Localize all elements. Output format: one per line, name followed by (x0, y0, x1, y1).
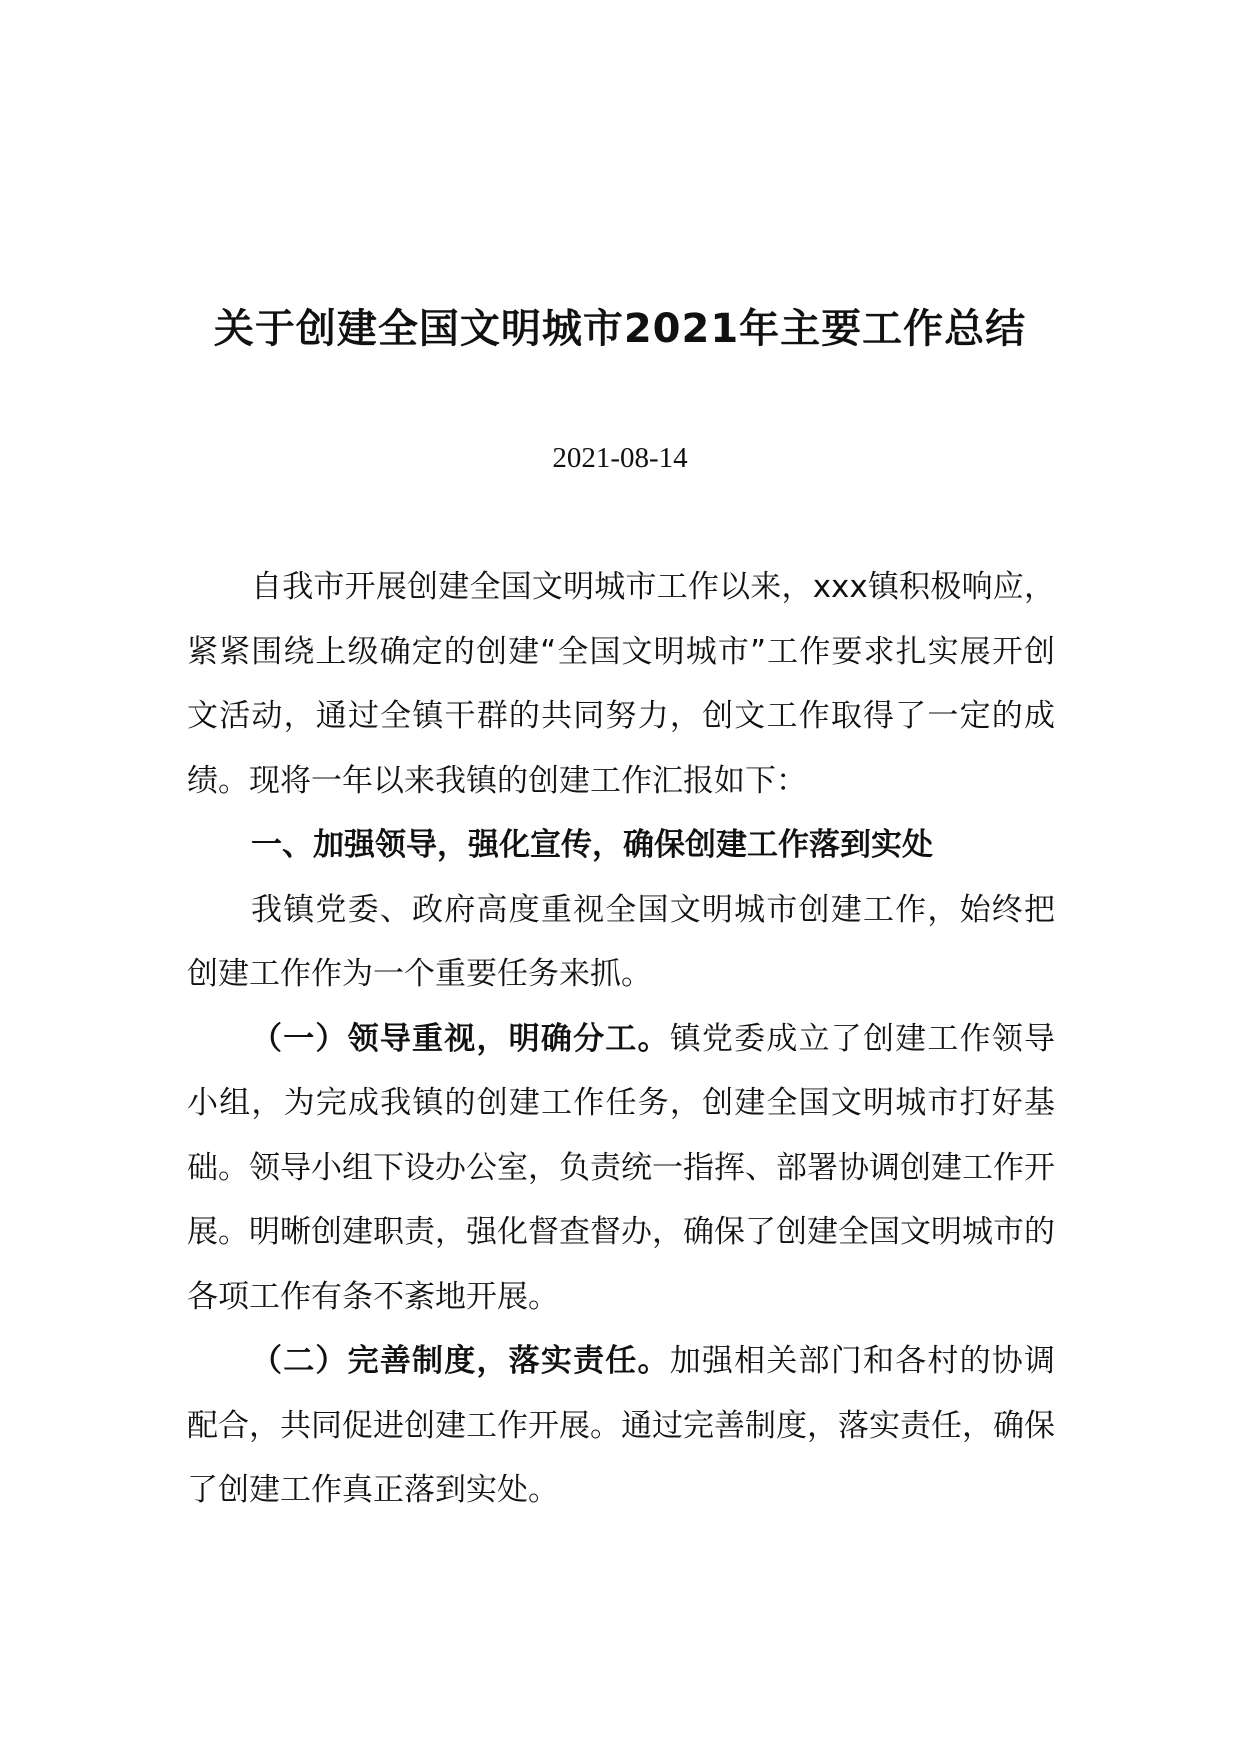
item-1-text: 镇党委成立了创建工作领导小组，为完成我镇的创建工作任务，创建全国文明城市打好基础。领导小组下设办公室，负责统一指挥、部署协调创建工作开展。明晰创建职责，强化督查督办，确保了创建全国文明城市的各项工作有条不紊地开展。 (187, 1020, 1056, 1315)
item-1-paragraph (187, 1007, 1055, 1330)
item-2-paragraph (187, 1329, 1055, 1523)
document-title: 关于创建全国文明城市2021年主要工作总结 (213, 306, 1027, 352)
item-2-text: 加强相关部门和各村的协调配合，共同促进创建工作开展。通过完善制度，落实责任，确保了创建工作真正落到实处。 (187, 1343, 1056, 1508)
section-1-paragraph: 我镇党委、政府高度重视全国文明城市创建工作，始终把创建工作作为一个重要任务来抓。 (187, 891, 1055, 992)
item-1-lead: （一）领导重视，明确分工。 (251, 1020, 670, 1057)
document-body (187, 555, 1055, 1523)
intro-paragraph: 自我市开展创建全国文明城市工作以来，xxx镇积极响应，紧紧围绕上级确定的创建“全国文明城市”工作要求扎实展开创文活动，通过全镇干群的共同努力，创文工作取得了一定的成绩。现将一年以来我镇的创建工作汇报如下： (187, 569, 1055, 799)
section-1-heading: 一、加强领导，强化宣传，确保创建工作落到实处 (251, 827, 933, 863)
document-date: 2021-08-14 (552, 442, 688, 474)
item-2-lead: （二）完善制度，落实责任。 (251, 1343, 670, 1379)
